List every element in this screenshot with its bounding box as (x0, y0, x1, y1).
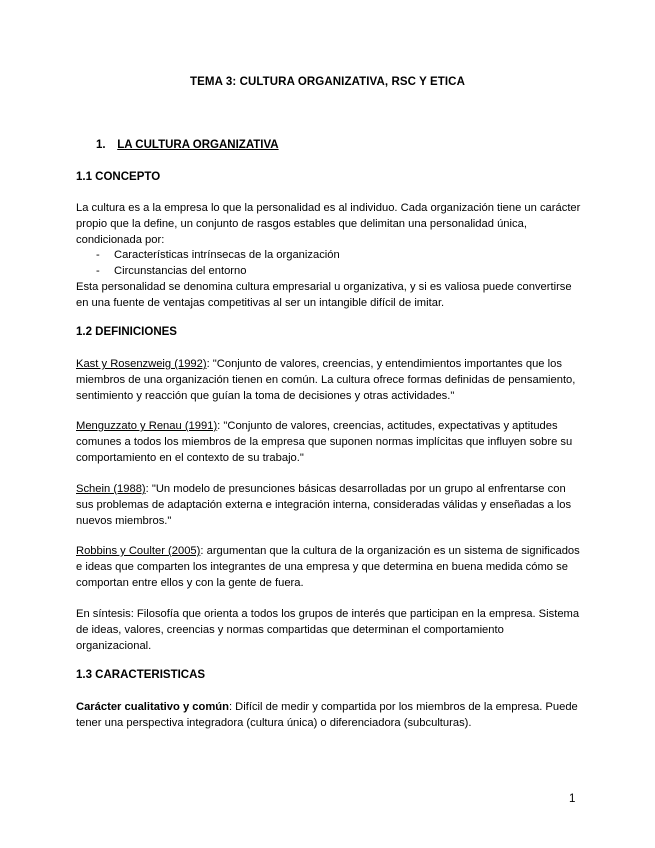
caracteristica-text: : Difícil de medir y compartida por los miembros de la empresa. Puede tener una perspectiva integradora (cultura única) o diferenciadora (subculturas). (76, 701, 578, 729)
section-label: LA CULTURA ORGANIZATIVA (117, 139, 279, 151)
caracteristica-label: Carácter cualitativo y común (76, 701, 229, 713)
subsection-heading-concepto: 1.1 CONCEPTO (76, 171, 161, 183)
subsection-heading-definiciones: 1.2 DEFINICIONES (76, 326, 177, 338)
definition-text: : "Conjunto de valores, creencias, y entendimientos importantes que los miembros de una organización tienen en común. La cultura ofrece formas definidas de pensamiento, sentimiento y reacción que guían la toma de decisiones y otras actividades." (76, 358, 576, 402)
definition-kast-rosenzweig (76, 356, 581, 404)
document-title: TEMA 3: CULTURA ORGANIZATIVA, RSC Y ETICA (190, 76, 465, 88)
page-number: 1 (569, 793, 576, 805)
caracteristica-item (76, 699, 581, 731)
section-heading (96, 139, 279, 151)
definition-text: : "Un modelo de presunciones básicas desarrolladas por un grupo al enfrentarse con sus problemas de adaptación externa e integración interna, consideradas válidas y enseñadas a los nuevos miembros." (76, 483, 572, 527)
bullet-text: Características intrínsecas de la organización (114, 249, 340, 261)
bullet-dash: - (96, 249, 100, 261)
concepto-intro: La cultura es a la empresa lo que la personalidad es al individuo. Cada organización tiene un carácter propio que la define, un conjunto de rasgos estables que delimitan una personalidad única, condicionada por: (76, 202, 581, 246)
definition-author: Menguzzato y Renau (1991) (76, 420, 218, 432)
list-item (96, 247, 340, 263)
definiciones-sintesis: En síntesis: Filosofía que orienta a todos los grupos de interés que participan en la empresa. Sistema de ideas, valores, creencias y normas compartidas que determinan el comportamiento organizacional. (76, 608, 580, 652)
definition-robbins-coulter (76, 543, 581, 591)
list-item (96, 263, 340, 279)
definition-author: Robbins y Coulter (2005) (76, 545, 201, 557)
definition-author: Schein (1988) (76, 483, 146, 495)
subsection-heading-caracteristicas: 1.3 CARACTERISTICAS (76, 669, 206, 681)
concepto-outro: Esta personalidad se denomina cultura empresarial u organizativa, y si es valiosa puede convertirse en una fuente de ventajas competitivas al ser un intangible difícil de imitar. (76, 281, 572, 309)
definition-menguzzato-renau (76, 418, 581, 466)
definition-author: Kast y Rosenzweig (1992) (76, 358, 207, 370)
definition-text: : argumentan que la cultura de la organización es un sistema de significados e ideas que comparten los integrantes de una empresa y que determina en buena medida cómo se comportan entre ellos y con la gente de fuera. (76, 545, 580, 589)
definition-text: : "Conjunto de valores, creencias, actitudes, expectativas y aptitudes comunes a todos los miembros de la empresa que suponen normas implícitas que influyen sobre su comportamiento en el contexto de su trabajo." (76, 420, 573, 464)
bullet-text: Circunstancias del entorno (114, 265, 247, 277)
concepto-bullet-list (96, 247, 340, 279)
section-number: 1. (96, 139, 106, 151)
definition-schein (76, 481, 581, 529)
bullet-dash: - (96, 265, 100, 277)
